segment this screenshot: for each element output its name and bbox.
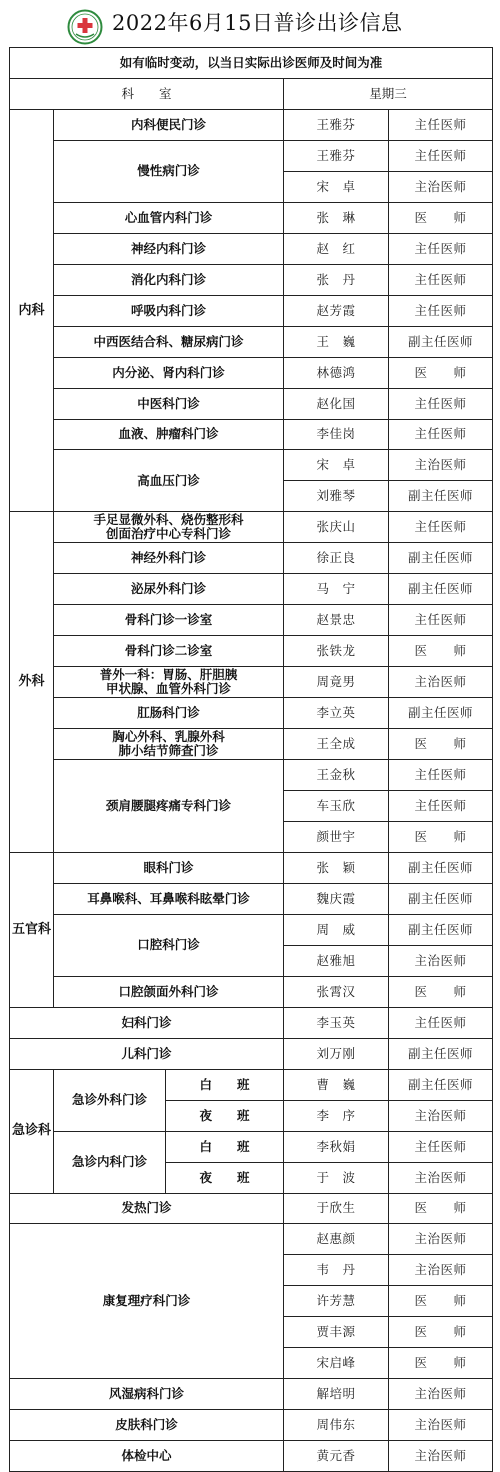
doctor-title: 主治医师: [388, 171, 492, 202]
doctor-name: 李佳岗: [283, 419, 388, 450]
doctor-name: 张 颖: [283, 852, 388, 883]
clinic-name: 眼科门诊: [53, 852, 283, 883]
doctor-title: 医 师: [388, 1285, 492, 1316]
clinic-name: 呼吸内科门诊: [53, 295, 283, 326]
doctor-title: 医 师: [388, 1193, 492, 1224]
clinic-name: 泌尿外科门诊: [53, 573, 283, 604]
doctor-name: 李 序: [283, 1100, 388, 1131]
doctor-name: 赵雅旭: [283, 945, 388, 976]
doctor-title: 副主任医师: [388, 326, 492, 357]
clinic-name: 风湿病科门诊: [9, 1378, 283, 1409]
doctor-title: 主任医师: [388, 140, 492, 171]
doctor-title: 主任医师: [388, 790, 492, 821]
clinic-name: 骨科门诊二诊室: [53, 635, 283, 666]
column-header-department: 科 室: [9, 78, 283, 109]
doctor-name: 林德鸿: [283, 357, 388, 388]
doctor-name: 赵芳霞: [283, 295, 388, 326]
shift-label: 白 班: [165, 1131, 283, 1162]
doctor-name: 黄元香: [283, 1440, 388, 1471]
doctor-name: 李秋娟: [283, 1131, 388, 1162]
doctor-name: 王雅芬: [283, 109, 388, 140]
doctor-name: 宋 卓: [283, 171, 388, 202]
doctor-title: 主任医师: [388, 295, 492, 326]
doctor-title: 主治医师: [388, 1223, 492, 1254]
clinic-name: 急诊内科门诊: [53, 1131, 165, 1193]
doctor-title: 主治医师: [388, 945, 492, 976]
doctor-name: 张霄汉: [283, 976, 388, 1007]
doctor-name: 王雅芬: [283, 140, 388, 171]
clinic-name: 普外一科：胃肠、肝胆胰 甲状腺、血管外科门诊: [53, 666, 283, 697]
section-label: 外科: [9, 511, 53, 852]
shift-label: 白 班: [165, 1069, 283, 1100]
doctor-title: 主治医师: [388, 449, 492, 480]
doctor-name: 赵化国: [283, 388, 388, 419]
doctor-name: 李玉英: [283, 1007, 388, 1038]
doctor-name: 贾丰源: [283, 1316, 388, 1347]
section-label: 急诊科: [9, 1069, 53, 1193]
doctor-name: 马 宁: [283, 573, 388, 604]
page-title: 2022年6月15日普诊出诊信息: [112, 11, 403, 35]
doctor-title: 医 师: [388, 357, 492, 388]
doctor-name: 许芳慧: [283, 1285, 388, 1316]
doctor-name: 宋 卓: [283, 449, 388, 480]
doctor-title: 主治医师: [388, 666, 492, 697]
doctor-title: 主任医师: [388, 388, 492, 419]
clinic-name: 骨科门诊一诊室: [53, 604, 283, 635]
doctor-name: 颜世宇: [283, 821, 388, 852]
doctor-name: 赵景忠: [283, 604, 388, 635]
doctor-title: 主任医师: [388, 233, 492, 264]
clinic-name: 中医科门诊: [53, 388, 283, 419]
clinic-name: 皮肤科门诊: [9, 1409, 283, 1440]
doctor-title: 副主任医师: [388, 542, 492, 573]
section-label: 五官科: [9, 852, 53, 1007]
doctor-name: 刘雅琴: [283, 480, 388, 511]
clinic-name: 胸心外科、乳腺外科 肺小结节筛查门诊: [53, 728, 283, 759]
doctor-title: 副主任医师: [388, 1038, 492, 1069]
doctor-title: 副主任医师: [388, 573, 492, 604]
clinic-name: 体检中心: [9, 1440, 283, 1471]
doctor-title: 主治医师: [388, 1100, 492, 1131]
doctor-title: 主任医师: [388, 511, 492, 542]
doctor-title: 医 师: [388, 976, 492, 1007]
doctor-name: 刘万刚: [283, 1038, 388, 1069]
clinic-name: 高血压门诊: [53, 449, 283, 511]
clinic-name: 内分泌、肾内科门诊: [53, 357, 283, 388]
doctor-title: 副主任医师: [388, 1069, 492, 1100]
doctor-name: 张 丹: [283, 264, 388, 295]
clinic-name: 急诊外科门诊: [53, 1069, 165, 1131]
doctor-title: 主任医师: [388, 1131, 492, 1162]
clinic-name: 血液、肿瘤科门诊: [53, 419, 283, 450]
clinic-name: 神经内科门诊: [53, 233, 283, 264]
doctor-title: 医 师: [388, 728, 492, 759]
clinic-name: 妇科门诊: [9, 1007, 283, 1038]
notice-row: 如有临时变动，以当日实际出诊医师及时间为准: [9, 47, 492, 78]
doctor-title: 副主任医师: [388, 914, 492, 945]
doctor-name: 张庆山: [283, 511, 388, 542]
doctor-title: 主治医师: [388, 1409, 492, 1440]
doctor-name: 张 琳: [283, 202, 388, 233]
doctor-name: 于 波: [283, 1162, 388, 1193]
doctor-title: 医 师: [388, 1347, 492, 1378]
clinic-name: 肛肠科门诊: [53, 697, 283, 728]
clinic-name: 消化内科门诊: [53, 264, 283, 295]
doctor-title: 医 师: [388, 202, 492, 233]
doctor-name: 解培明: [283, 1378, 388, 1409]
doctor-name: 周竟男: [283, 666, 388, 697]
shift-label: 夜 班: [165, 1100, 283, 1131]
clinic-name: 慢性病门诊: [53, 140, 283, 202]
doctor-name: 韦 丹: [283, 1254, 388, 1285]
doctor-title: 主任医师: [388, 109, 492, 140]
doctor-title: 副主任医师: [388, 852, 492, 883]
doctor-title: 主任医师: [388, 759, 492, 790]
doctor-title: 主治医师: [388, 1440, 492, 1471]
doctor-title: 主任医师: [388, 604, 492, 635]
clinic-name: 口腔科门诊: [53, 914, 283, 976]
doctor-title: 副主任医师: [388, 480, 492, 511]
doctor-name: 赵 红: [283, 233, 388, 264]
clinic-name: 发热门诊: [9, 1193, 283, 1224]
doctor-title: 主治医师: [388, 1162, 492, 1193]
clinic-name: 心血管内科门诊: [53, 202, 283, 233]
column-header-day: 星期三: [283, 78, 492, 109]
clinic-name: 内科便民门诊: [53, 109, 283, 140]
doctor-name: 赵惠颜: [283, 1223, 388, 1254]
doctor-title: 主治医师: [388, 1378, 492, 1409]
clinic-name: 耳鼻喉科、耳鼻喉科眩晕门诊: [53, 883, 283, 914]
doctor-name: 徐正良: [283, 542, 388, 573]
doctor-name: 宋启峰: [283, 1347, 388, 1378]
doctor-name: 王金秋: [283, 759, 388, 790]
doctor-name: 王全成: [283, 728, 388, 759]
doctor-name: 周伟东: [283, 1409, 388, 1440]
doctor-title: 副主任医师: [388, 697, 492, 728]
doctor-title: 医 师: [388, 635, 492, 666]
clinic-name: 口腔颌面外科门诊: [53, 976, 283, 1007]
clinic-name: 康复理疗科门诊: [9, 1223, 283, 1378]
doctor-name: 车玉欣: [283, 790, 388, 821]
section-label: 内科: [9, 109, 53, 511]
clinic-name: 手足显微外科、烧伤整形科 创面治疗中心专科门诊: [53, 511, 283, 542]
doctor-name: 周 威: [283, 914, 388, 945]
doctor-name: 王 巍: [283, 326, 388, 357]
doctor-title: 副主任医师: [388, 883, 492, 914]
doctor-name: 张铁龙: [283, 635, 388, 666]
doctor-name: 李立英: [283, 697, 388, 728]
doctor-title: 主治医师: [388, 1254, 492, 1285]
clinic-name: 颈肩腰腿疼痛专科门诊: [53, 759, 283, 852]
shift-label: 夜 班: [165, 1162, 283, 1193]
doctor-title: 主任医师: [388, 264, 492, 295]
clinic-name: 中西医结合科、糖尿病门诊: [53, 326, 283, 357]
clinic-name: 神经外科门诊: [53, 542, 283, 573]
doctor-name: 曹 巍: [283, 1069, 388, 1100]
doctor-title: 医 师: [388, 821, 492, 852]
clinic-name: 儿科门诊: [9, 1038, 283, 1069]
doctor-name: 于欣生: [283, 1193, 388, 1224]
doctor-name: 魏庆霞: [283, 883, 388, 914]
doctor-title: 医 师: [388, 1316, 492, 1347]
doctor-title: 主任医师: [388, 419, 492, 450]
doctor-title: 主任医师: [388, 1007, 492, 1038]
